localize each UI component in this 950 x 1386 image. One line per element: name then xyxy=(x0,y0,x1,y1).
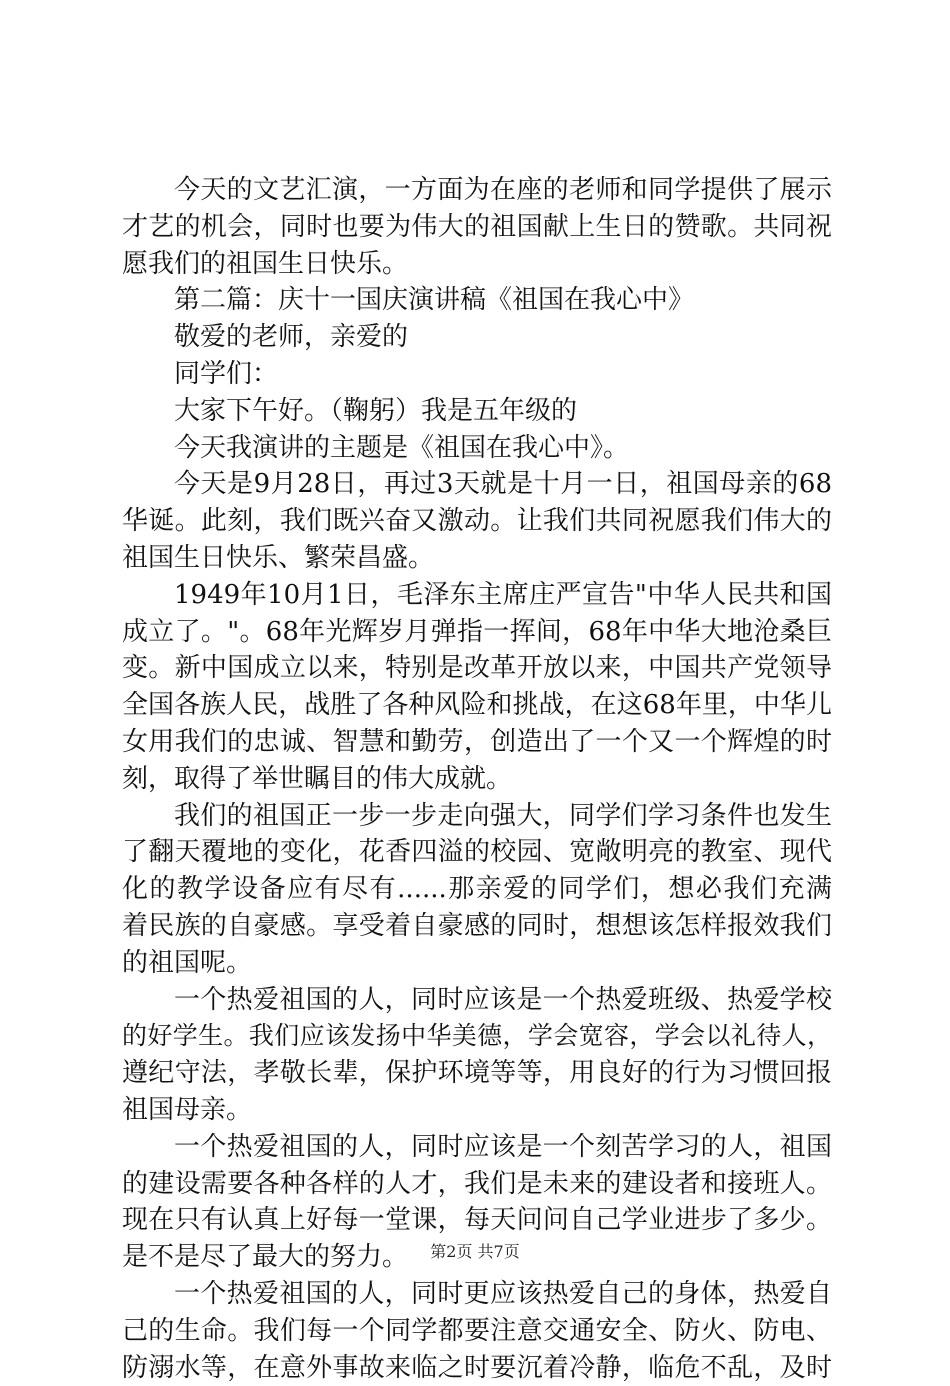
text-line: 了翻天覆地的变化，花香四溢的校园、宽敞明亮的教室、现代 xyxy=(122,834,832,871)
text-line: 女用我们的忠诚、智慧和勤劳，创造出了一个又一个辉煌的时 xyxy=(122,724,832,761)
text-line: 一个热爱祖国的人，同时更应该热爱自己的身体，热爱自 xyxy=(122,1276,832,1313)
text-line: 现在只有认真上好每一堂课，每天问问自己学业进步了多少。 xyxy=(122,1202,832,1239)
text-line: 愿我们的祖国生日快乐。 xyxy=(122,246,832,283)
text-line: 全国各族人民，战胜了各种风险和挑战，在这68年里，中华儿 xyxy=(122,687,832,724)
text-line: 一个热爱祖国的人，同时应该是一个热爱班级、热爱学校 xyxy=(122,982,832,1019)
text-line: 的祖国呢。 xyxy=(122,945,832,982)
text-line: 的好学生。我们应该发扬中华美德，学会宽容，学会以礼待人， xyxy=(122,1018,832,1055)
text-line: 是不是尽了最大的努力。 xyxy=(122,1239,832,1276)
text-line: 第二篇：庆十一国庆演讲稿《祖国在我心中》 xyxy=(122,282,832,319)
text-line: 我们的祖国正一步一步走向强大，同学们学习条件也发生 xyxy=(122,798,832,835)
page-footer: 第2页 共7页 xyxy=(0,1240,950,1264)
text-line: 防溺水等，在意外事故来临之时要沉着冷静，临危不乱，及时 xyxy=(122,1350,832,1386)
text-line: 今天是9月28日，再过3天就是十月一日，祖国母亲的68 xyxy=(122,466,832,503)
text-line: 今天的文艺汇演，一方面为在座的老师和同学提供了展示 xyxy=(122,172,832,209)
text-line: 着民族的自豪感。享受着自豪感的同时，想想该怎样报效我们 xyxy=(122,908,832,945)
text-line: 遵纪守法，孝敬长辈，保护环境等等，用良好的行为习惯回报 xyxy=(122,1055,832,1092)
text-line: 华诞。此刻，我们既兴奋又激动。让我们共同祝愿我们伟大的 xyxy=(122,503,832,540)
document-body xyxy=(122,172,832,1386)
text-line: 今天我演讲的主题是《祖国在我心中》。 xyxy=(122,430,832,467)
text-line: 成立了。"。68年光辉岁月弹指一挥间，68年中华大地沧桑巨 xyxy=(122,614,832,651)
text-line: 大家下午好。（鞠躬）我是五年级的 xyxy=(122,393,832,430)
text-line: 一个热爱祖国的人，同时应该是一个刻苦学习的人，祖国 xyxy=(122,1129,832,1166)
text-line: 祖国母亲。 xyxy=(122,1092,832,1129)
text-line: 化的教学设备应有尽有......那亲爱的同学们，想必我们充满 xyxy=(122,871,832,908)
text-line: 己的生命。我们每一个同学都要注意交通安全、防火、防电、 xyxy=(122,1313,832,1350)
text-line: 刻，取得了举世瞩目的伟大成就。 xyxy=(122,761,832,798)
text-line: 同学们： xyxy=(122,356,832,393)
text-line: 1949年10月1日，毛泽东主席庄严宣告"中华人民共和国 xyxy=(122,577,832,614)
text-line: 的建设需要各种各样的人才，我们是未来的建设者和接班人。 xyxy=(122,1166,832,1203)
text-line: 祖国生日快乐、繁荣昌盛。 xyxy=(122,540,832,577)
text-line: 变。新中国成立以来，特别是改革开放以来，中国共产党领导 xyxy=(122,650,832,687)
text-line: 敬爱的老师，亲爱的 xyxy=(122,319,832,356)
text-line: 才艺的机会，同时也要为伟大的祖国献上生日的赞歌。共同祝 xyxy=(122,209,832,246)
